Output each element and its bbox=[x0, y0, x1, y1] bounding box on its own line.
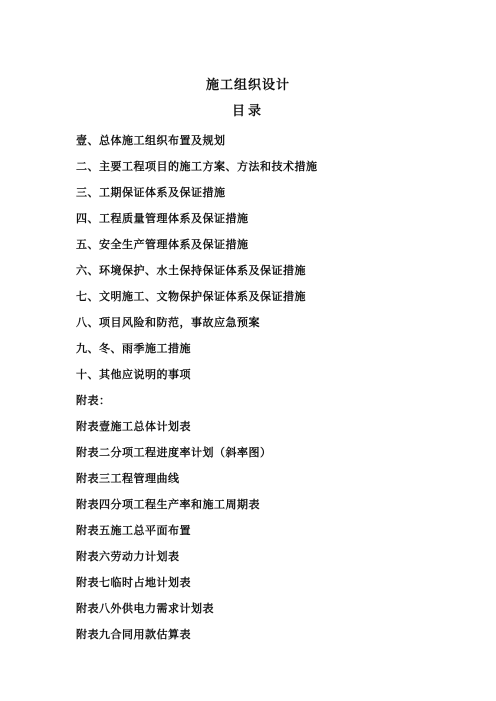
toc-item: 四、工程质量管理体系及保证措施 bbox=[76, 212, 249, 225]
toc-item: 六、环境保护、水土保持保证体系及保证措施 bbox=[76, 264, 306, 277]
toc-item: 二、主要工程项目的施工方案、方法和技术措施 bbox=[76, 160, 318, 173]
toc-item: 附表四分项工程生产率和施工周期表 bbox=[76, 498, 260, 511]
toc-item: 附表九合同用款估算表 bbox=[76, 628, 191, 641]
toc-item: 附表三工程管理曲线 bbox=[76, 472, 180, 485]
appendix-label: 附表： bbox=[76, 394, 111, 407]
document-title: 施工组织设计 bbox=[205, 78, 290, 93]
toc-item: 附表六劳动力计划表 bbox=[76, 550, 180, 563]
toc-item: 九、冬、雨季施工措施 bbox=[76, 342, 191, 355]
toc-item: 十、其他应说明的事项 bbox=[76, 368, 191, 381]
toc-item: 八、项目风险和防范，事故应急预案 bbox=[76, 316, 260, 329]
toc-item: 附表壹施工总体计划表 bbox=[76, 420, 191, 433]
toc-item: 五、安全生产管理体系及保证措施 bbox=[76, 238, 249, 251]
toc-item: 附表七临时占地计划表 bbox=[76, 576, 191, 589]
toc-item: 附表二分项工程进度率计划（斜率图） bbox=[76, 446, 272, 459]
toc-item: 附表五施工总平面布置 bbox=[76, 524, 191, 537]
toc-item: 七、文明施工、文物保护保证体系及保证措施 bbox=[76, 290, 306, 303]
toc-item: 壹、总体施工组织布置及规划 bbox=[76, 134, 226, 147]
toc-list bbox=[76, 128, 318, 648]
toc-item: 附表八外供电力需求计划表 bbox=[76, 602, 214, 615]
toc-heading: 目录 bbox=[231, 104, 264, 119]
toc-item: 三、工期保证体系及保证措施 bbox=[76, 186, 226, 199]
